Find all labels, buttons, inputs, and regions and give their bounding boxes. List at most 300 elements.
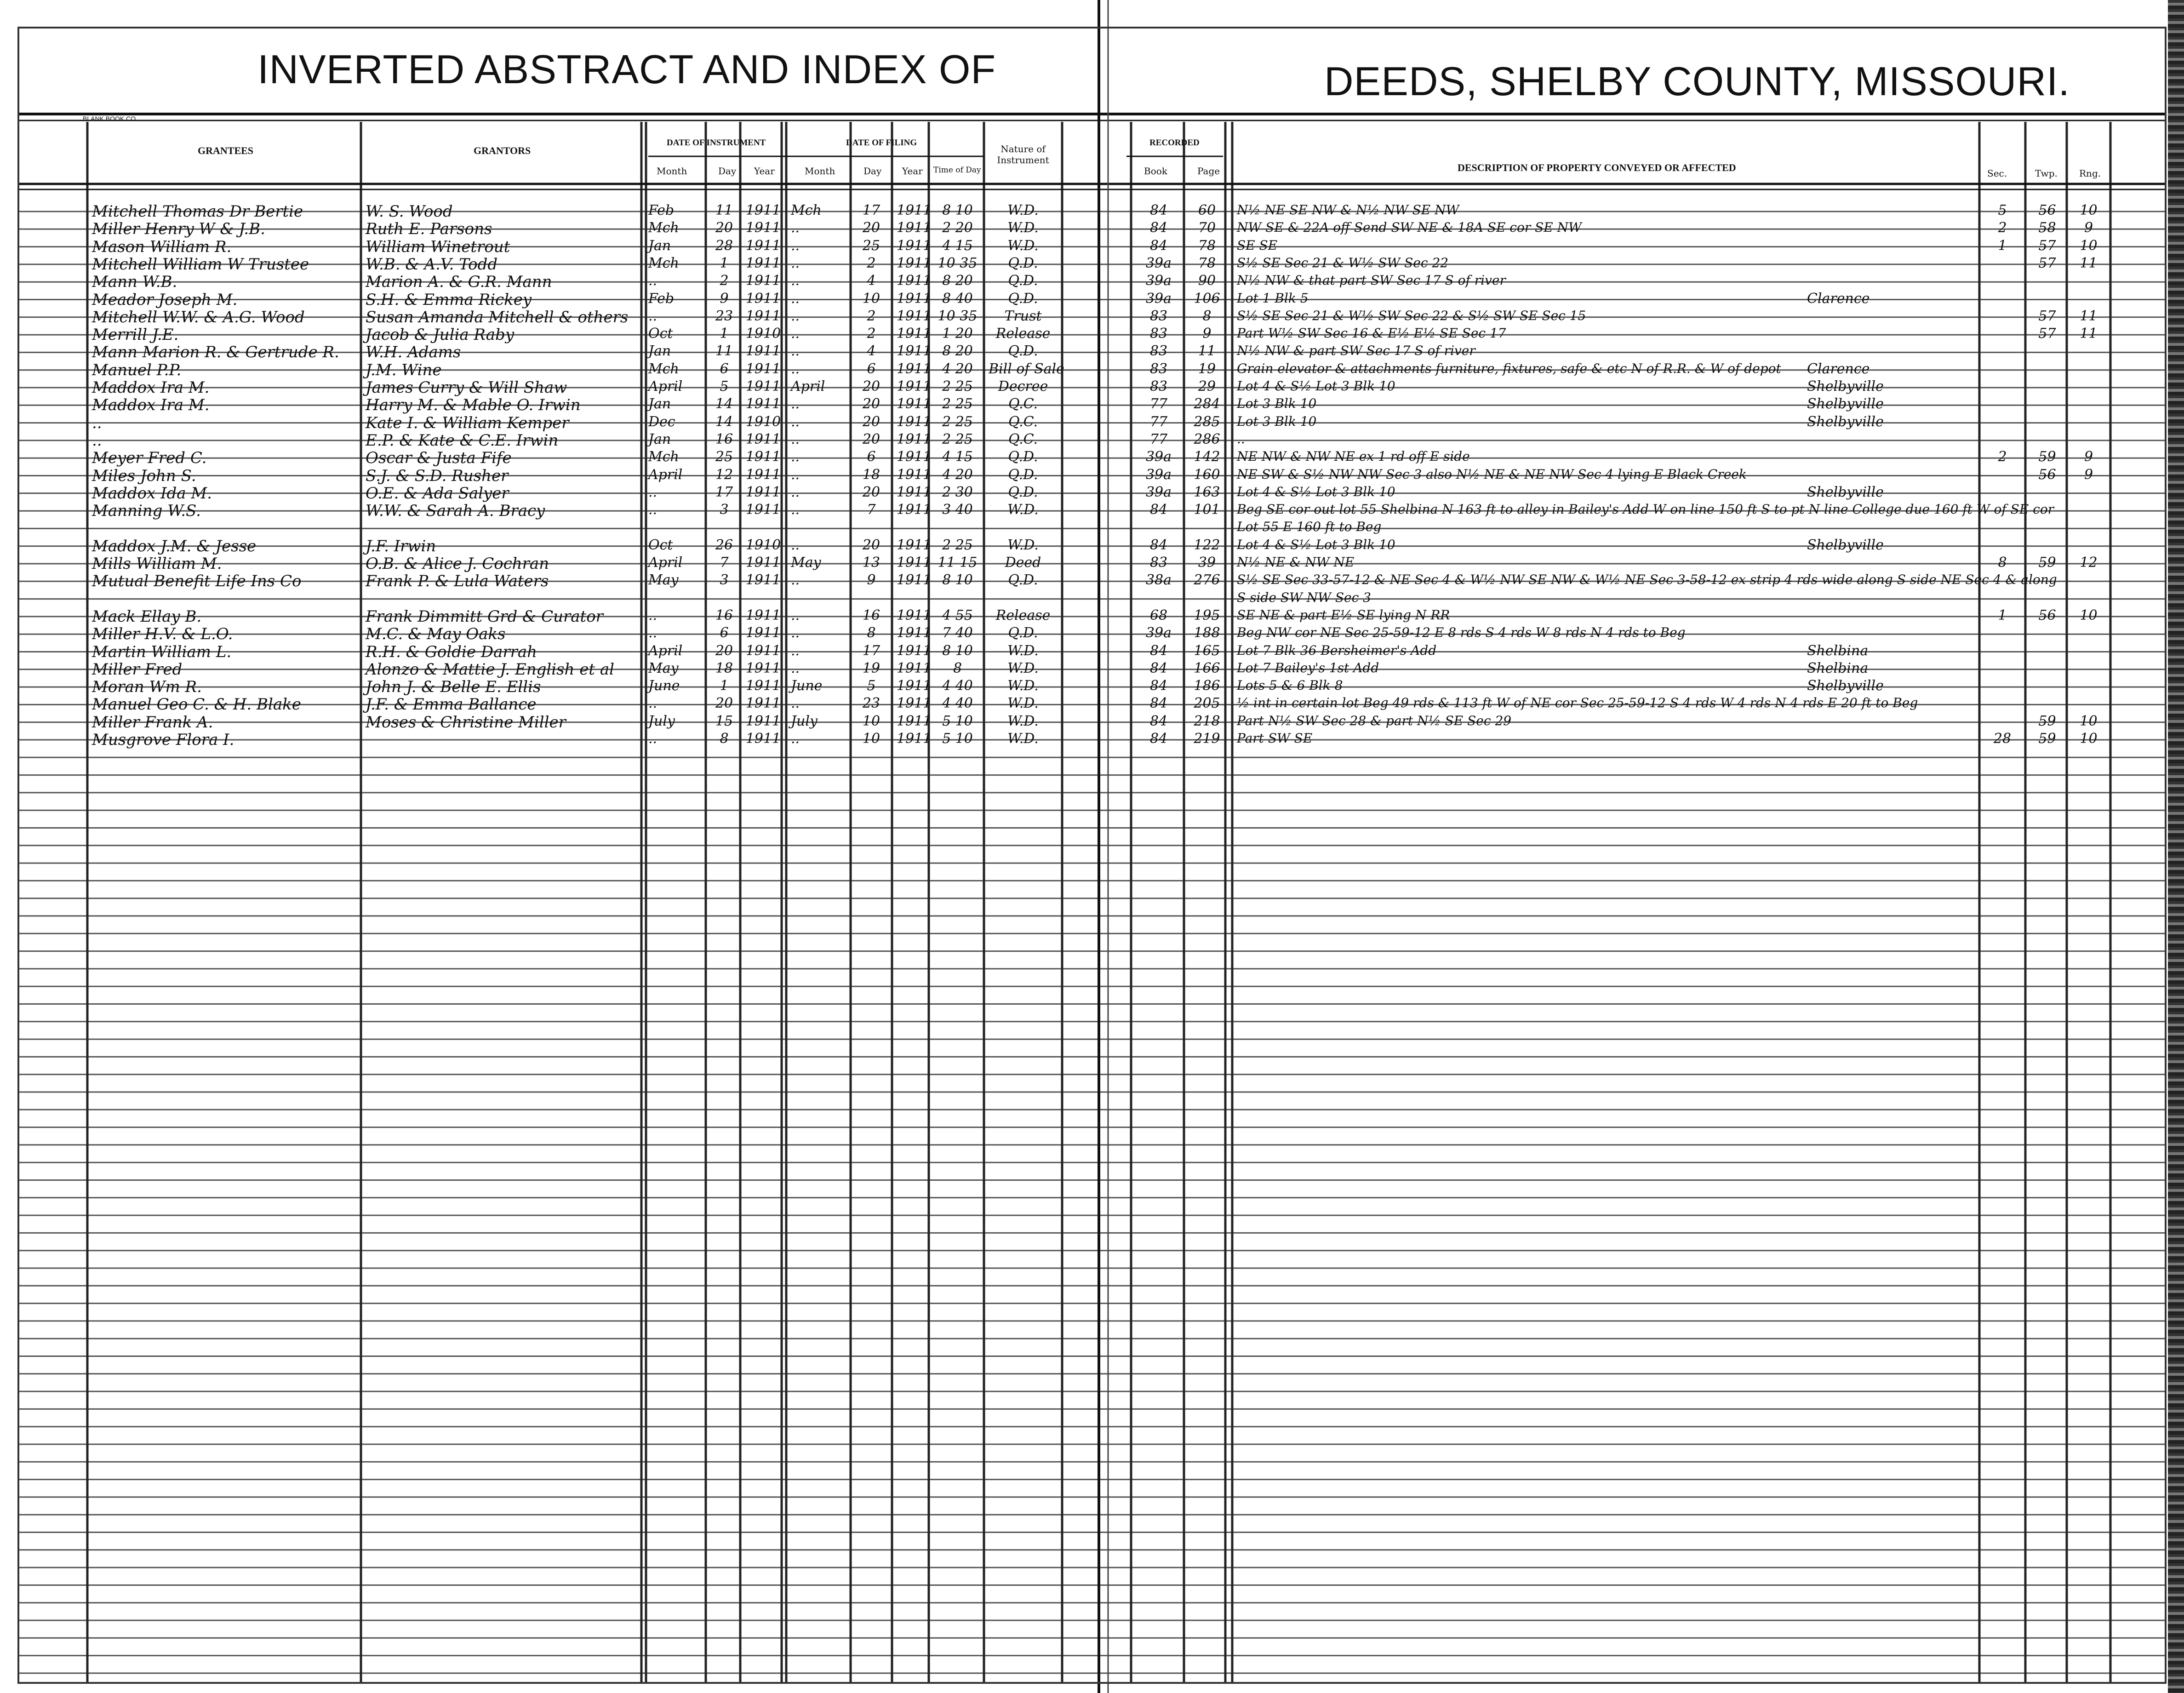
cell-fil-month: .. (791, 466, 800, 483)
cell-grantee: Maddox Ira M. (92, 378, 210, 397)
cell-twp: 59 (2038, 713, 2056, 729)
cell-inst-day: 20 (715, 642, 733, 659)
cell-inst-month: Jan (648, 396, 671, 412)
cell-description: Lot 4 & S½ Lot 3 Blk 10 (1237, 378, 1395, 394)
cell-sec: 1 (1998, 237, 2007, 254)
cell-nature: Release (995, 607, 1051, 623)
cell-fil-day: 20 (862, 484, 880, 500)
cell-grantor: Susan Amanda Mitchell & others (366, 308, 629, 326)
cell-fil-month: .. (791, 431, 800, 447)
cell-page: 188 (1194, 625, 1220, 641)
cell-grantee: Moran Wm R. (92, 678, 202, 697)
cell-description: N½ NE & NW NE (1237, 555, 1355, 570)
cell-book: 39a (1145, 625, 1172, 641)
cell-rng: 11 (2080, 326, 2098, 342)
cell-inst-day: 8 (720, 731, 729, 747)
cell-fil-year: 1911 (897, 625, 932, 641)
cell-inst-day: 3 (720, 572, 729, 589)
cell-book: 84 (1149, 695, 1168, 712)
header-sec: Sec. (1987, 168, 2007, 179)
table-row (0, 343, 2184, 361)
cell-rng: 10 (2080, 713, 2098, 729)
cell-inst-year: 1910 (745, 413, 781, 430)
cell-inst-month: Jan (648, 237, 671, 254)
cell-page: 285 (1194, 413, 1220, 430)
cell-place: Clarence (1807, 290, 1870, 307)
cell-inst-month: Jan (648, 431, 671, 447)
cell-page: 218 (1194, 713, 1220, 729)
cell-time: 2 25 (942, 413, 973, 430)
cell-fil-month: .. (791, 413, 800, 430)
cell-fil-month: .. (791, 290, 800, 307)
cell-time: 5 10 (942, 713, 973, 729)
cell-fil-year: 1911 (897, 466, 932, 483)
cell-page: 9 (1202, 326, 1212, 342)
cell-nature: Q.C. (1008, 431, 1038, 447)
cell-inst-day: 16 (715, 431, 733, 447)
cell-inst-day: 20 (715, 220, 733, 236)
cell-sec: 5 (1998, 202, 2007, 218)
cell-book: 84 (1149, 660, 1168, 676)
cell-description-cont: Lot 55 E 160 ft to Beg (1237, 519, 1382, 535)
cell-time: 11 15 (938, 555, 978, 571)
cell-inst-month: Mch (648, 255, 679, 271)
cell-time: 1 20 (942, 326, 973, 342)
cell-grantee: Miller H.V. & L.O. (92, 625, 233, 644)
cell-inst-year: 1911 (745, 396, 781, 412)
cell-fil-year: 1911 (897, 537, 932, 553)
header-inst-year: Year (754, 166, 775, 177)
cell-fil-year: 1911 (897, 326, 932, 342)
cell-fil-day: 10 (862, 713, 880, 729)
imprint: BLANK BOOK CO. (83, 115, 138, 122)
cell-inst-year: 1911 (745, 308, 781, 324)
cell-book: 84 (1149, 237, 1168, 254)
cell-rng: 9 (2084, 220, 2093, 236)
cell-fil-day: 23 (862, 695, 880, 712)
cell-twp: 59 (2038, 555, 2056, 571)
cell-page: 70 (1198, 220, 1216, 236)
cell-fil-day: 20 (862, 378, 880, 395)
cell-description: Beg SE cor out lot 55 Shelbina N 163 ft to alley in Bailey's Add W on line 150 ft S to pt N line College due 160 ft W of SE cor (1237, 502, 2054, 517)
cell-inst-month: Oct (648, 326, 673, 342)
cell-time: 10 35 (938, 255, 978, 271)
cell-fil-day: 20 (862, 431, 880, 447)
cell-fil-day: 20 (862, 413, 880, 430)
table-row (0, 326, 2184, 344)
cell-fil-month: .. (791, 308, 800, 324)
table-row (0, 431, 2184, 450)
cell-page: 122 (1194, 537, 1220, 553)
cell-grantor: W.B. & A.V. Todd (366, 255, 498, 274)
cell-page: 11 (1198, 343, 1216, 360)
cell-fil-day: 10 (862, 290, 880, 307)
table-row (0, 625, 2184, 643)
cell-time: 10 35 (938, 308, 978, 324)
table-row (0, 361, 2184, 379)
table-row (0, 484, 2184, 503)
cell-grantor: J.M. Wine (366, 360, 442, 379)
cell-fil-day: 13 (862, 555, 880, 571)
cell-place: Shelbyville (1807, 413, 1884, 430)
cell-grantor: Frank P. & Lula Waters (366, 572, 549, 591)
cell-grantee: Miller Henry W & J.B. (92, 220, 265, 239)
cell-inst-month: April (648, 555, 683, 571)
cell-time: 4 40 (942, 695, 973, 712)
cell-time: 4 15 (942, 449, 973, 465)
cell-book: 39a (1145, 449, 1172, 465)
cell-inst-year: 1911 (745, 484, 781, 500)
cell-inst-month: .. (648, 484, 657, 500)
cell-time: 3 40 (942, 502, 973, 518)
cell-grantee: Mann W.B. (92, 273, 177, 292)
cell-grantor: Ruth E. Parsons (366, 220, 492, 239)
cell-description: N½ NW & part SW Sec 17 S of river (1237, 343, 1475, 359)
cell-inst-day: 25 (715, 449, 733, 465)
cell-inst-day: 6 (720, 625, 729, 641)
cell-page: 163 (1194, 484, 1220, 500)
cell-nature: Bill of Sale (989, 360, 1064, 377)
cell-inst-month: .. (648, 625, 657, 641)
cell-twp: 56 (2038, 202, 2056, 218)
cell-book: 84 (1149, 678, 1168, 694)
cell-page: 78 (1198, 237, 1216, 254)
cell-time: 2 30 (942, 484, 973, 500)
cell-inst-day: 14 (715, 396, 733, 412)
cell-grantee: .. (92, 431, 102, 450)
table-row (0, 502, 2184, 520)
cell-inst-year: 1911 (745, 255, 781, 271)
table-row (0, 396, 2184, 414)
cell-fil-year: 1911 (897, 731, 932, 747)
cell-rng: 12 (2080, 555, 2098, 571)
cell-book: 84 (1149, 731, 1168, 747)
cell-twp: 56 (2038, 607, 2056, 623)
cell-page: 142 (1194, 449, 1220, 465)
cell-inst-month: .. (648, 607, 657, 623)
cell-twp: 58 (2038, 220, 2056, 236)
cell-grantee: Maddox J.M. & Jesse (92, 537, 257, 555)
table-row (0, 220, 2184, 238)
cell-page: 19 (1198, 360, 1216, 377)
cell-grantee: Mann Marion R. & Gertrude R. (92, 343, 339, 362)
cell-time: 4 55 (942, 607, 973, 623)
cell-grantee: Miller Frank A. (92, 713, 213, 732)
cell-grantor: Marion A. & G.R. Mann (366, 273, 552, 292)
cell-twp: 59 (2038, 449, 2056, 465)
cell-fil-day: 2 (867, 255, 876, 271)
cell-inst-year: 1911 (745, 731, 781, 747)
cell-sec: 28 (1993, 731, 2012, 747)
cell-description: NW SE & 22A off Send SW NE & 18A SE cor SE NW (1237, 220, 1582, 235)
cell-place: Shelbyville (1807, 484, 1884, 500)
cell-description: N½ NE SE NW & N½ NW SE NW (1237, 202, 1459, 217)
cell-fil-month: .. (791, 642, 800, 659)
cell-inst-day: 3 (720, 502, 729, 518)
cell-fil-year: 1911 (897, 555, 932, 571)
cell-grantee: Martin William L. (92, 642, 232, 661)
cell-description: SE NE & part E½ SE lying N RR (1237, 607, 1450, 623)
header-nature: Nature of Instrument (997, 143, 1049, 166)
cell-place: Shelbina (1807, 642, 1869, 659)
cell-grantor: Frank Dimmitt Grd & Curator (366, 607, 603, 626)
cell-inst-year: 1911 (745, 625, 781, 641)
cell-nature: Q.D. (1008, 290, 1038, 307)
cell-grantee: Manuel Geo C. & H. Blake (92, 695, 301, 714)
cell-book: 83 (1149, 555, 1168, 571)
cell-time: 4 20 (942, 360, 973, 377)
cell-book: 77 (1149, 396, 1168, 412)
cell-inst-month: .. (648, 695, 657, 712)
cell-grantor: James Curry & Will Shaw (366, 378, 567, 397)
cell-nature: W.D. (1007, 502, 1039, 518)
cell-time: 4 40 (942, 678, 973, 694)
cell-nature: W.D. (1007, 642, 1039, 659)
cell-description: S½ SE Sec 33-57-12 & NE Sec 4 & W½ NW SE NW & W½ NE Sec 3-58-12 ex strip 4 rds wide along S side NE Sec 4 & along (1237, 572, 2057, 588)
cell-inst-day: 2 (720, 273, 729, 289)
cell-inst-year: 1911 (745, 607, 781, 623)
cell-fil-year: 1911 (897, 396, 932, 412)
cell-inst-day: 1 (720, 326, 729, 342)
cell-rng: 9 (2084, 449, 2093, 465)
cell-time: 8 20 (942, 273, 973, 289)
cell-inst-month: .. (648, 731, 657, 747)
cell-fil-month: July (791, 713, 818, 729)
cell-grantee: Mitchell William W Trustee (92, 255, 309, 274)
cell-inst-year: 1911 (745, 555, 781, 571)
cell-fil-month: .. (791, 731, 800, 747)
header-grantors: GRANTORS (474, 145, 531, 156)
table-row (0, 202, 2184, 221)
cell-sec: 2 (1998, 220, 2007, 236)
cell-page: 166 (1194, 660, 1220, 676)
cell-book: 84 (1149, 220, 1168, 236)
cell-fil-day: 6 (867, 449, 876, 465)
header-fil-month: Month (805, 166, 835, 177)
table-row (0, 449, 2184, 467)
cell-fil-day: 20 (862, 537, 880, 553)
table-row (0, 537, 2184, 555)
cell-fil-day: 19 (862, 660, 880, 676)
cell-grantee: Mason William R. (92, 237, 232, 256)
cell-grantor: J.F. & Emma Ballance (366, 695, 537, 714)
cell-book: 38a (1145, 572, 1172, 589)
table-row (0, 660, 2184, 679)
cell-inst-month: Mch (648, 360, 679, 377)
cell-grantee: Merrill J.E. (92, 326, 179, 344)
cell-description: Lot 4 & S½ Lot 3 Blk 10 (1237, 537, 1395, 552)
header-inst-day: Day (718, 166, 737, 177)
cell-inst-year: 1910 (745, 326, 781, 342)
cell-grantor: Jacob & Julia Raby (366, 326, 515, 344)
cell-inst-month: May (648, 572, 679, 589)
cell-book: 83 (1149, 360, 1168, 377)
header-twp: Twp. (2035, 168, 2058, 179)
cell-fil-month: May (791, 555, 821, 571)
table-row-continuation (0, 590, 2184, 608)
cell-inst-day: 11 (715, 202, 733, 218)
cell-inst-month: .. (648, 502, 657, 518)
cell-inst-year: 1911 (745, 642, 781, 659)
header-page: Page (1197, 166, 1220, 177)
cell-fil-day: 17 (862, 202, 880, 218)
cell-inst-month: May (648, 660, 679, 676)
cell-nature: Q.D. (1008, 255, 1038, 271)
cell-nature: Trust (1004, 308, 1042, 324)
table-row (0, 255, 2184, 274)
cell-description: N½ NW & that part SW Sec 17 S of river (1237, 273, 1506, 288)
cell-fil-day: 25 (862, 237, 880, 254)
cell-description: S½ SE Sec 21 & W½ SW Sec 22 (1237, 255, 1449, 270)
cell-book: 39a (1145, 466, 1172, 483)
cell-fil-month: .. (791, 449, 800, 465)
cell-description: Lot 7 Blk 36 Bersheimer's Add (1237, 642, 1437, 658)
cell-inst-day: 11 (715, 343, 733, 360)
cell-fil-month: .. (791, 625, 800, 641)
table-row (0, 572, 2184, 590)
cell-grantor: O.B. & Alice J. Cochran (366, 555, 549, 573)
cell-fil-day: 17 (862, 642, 880, 659)
cell-nature: Q.D. (1008, 466, 1038, 483)
header-fil-year: Year (902, 166, 923, 177)
cell-fil-year: 1911 (897, 290, 932, 307)
cell-nature: W.D. (1007, 660, 1039, 676)
cell-fil-day: 18 (862, 466, 880, 483)
cell-inst-day: 28 (715, 237, 733, 254)
cell-page: 284 (1194, 396, 1220, 412)
cell-grantor: William Winetrout (366, 237, 510, 256)
cell-twp: 57 (2038, 326, 2056, 342)
cell-time: 4 15 (942, 237, 973, 254)
header-book: Book (1144, 166, 1167, 177)
cell-grantee: Miles John S. (92, 466, 196, 485)
cell-twp: 57 (2038, 237, 2056, 254)
cell-page: 90 (1198, 273, 1216, 289)
cell-fil-month: .. (791, 572, 800, 589)
cell-nature: W.D. (1007, 220, 1039, 236)
cell-time: 2 25 (942, 396, 973, 412)
cell-inst-year: 1911 (745, 466, 781, 483)
cell-description: Lot 7 Bailey's 1st Add (1237, 660, 1379, 675)
table-row (0, 308, 2184, 326)
cell-time: 8 20 (942, 343, 973, 360)
cell-time: 8 (953, 660, 962, 676)
cell-book: 84 (1149, 202, 1168, 218)
cell-rng: 9 (2084, 466, 2093, 483)
cell-fil-month: .. (791, 273, 800, 289)
cell-time: 8 10 (942, 572, 973, 589)
cell-fil-day: 20 (862, 396, 880, 412)
cell-rng: 11 (2080, 255, 2098, 271)
cell-page: 205 (1194, 695, 1220, 712)
cell-book: 83 (1149, 378, 1168, 395)
cell-grantee: Maddox Ira M. (92, 396, 210, 415)
cell-fil-month: .. (791, 237, 800, 254)
cell-book: 39a (1145, 290, 1172, 307)
cell-inst-day: 16 (715, 607, 733, 623)
cell-inst-year: 1911 (745, 678, 781, 694)
cell-grantee: Maddox Ida M. (92, 484, 212, 503)
cell-fil-year: 1911 (897, 572, 932, 589)
cell-inst-year: 1911 (745, 273, 781, 289)
cell-description-cont: S side SW NW Sec 3 (1237, 589, 1371, 605)
cell-fil-day: 8 (867, 625, 876, 641)
cell-inst-day: 9 (720, 290, 729, 307)
cell-book: 77 (1149, 413, 1168, 430)
cell-grantor: Oscar & Justa Fife (366, 449, 512, 468)
cell-twp: 57 (2038, 308, 2056, 324)
cell-nature: W.D. (1007, 731, 1039, 747)
cell-time: 5 10 (942, 731, 973, 747)
cell-sec: 8 (1998, 555, 2007, 571)
table-row (0, 273, 2184, 291)
cell-fil-day: 2 (867, 308, 876, 324)
header-time-of-day: Time of Day (933, 166, 981, 175)
cell-description: Lot 4 & S½ Lot 3 Blk 10 (1237, 484, 1395, 499)
cell-time: 8 10 (942, 642, 973, 659)
cell-fil-day: 16 (862, 607, 880, 623)
cell-nature: W.D. (1007, 713, 1039, 729)
cell-inst-year: 1911 (745, 378, 781, 395)
cell-nature: W.D. (1007, 695, 1039, 712)
cell-description: Lot 3 Blk 10 (1237, 413, 1317, 429)
cell-description: Part W½ SW Sec 16 & E½ E½ SE Sec 17 (1237, 326, 1506, 341)
cell-rng: 10 (2080, 731, 2098, 747)
cell-fil-year: 1911 (897, 273, 932, 289)
table-row (0, 695, 2184, 714)
cell-time: 7 40 (942, 625, 973, 641)
cell-fil-year: 1911 (897, 660, 932, 676)
cell-inst-month: Mch (648, 449, 679, 465)
cell-fil-year: 1911 (897, 484, 932, 500)
cell-place: Shelbyville (1807, 378, 1884, 395)
cell-grantor: R.H. & Goldie Darrah (366, 642, 537, 661)
cell-description: SE SE (1237, 237, 1278, 253)
cell-fil-year: 1911 (897, 449, 932, 465)
cell-fil-year: 1911 (897, 413, 932, 430)
cell-page: 8 (1202, 308, 1212, 324)
cell-fil-month: .. (791, 695, 800, 712)
cell-page: 276 (1194, 572, 1220, 589)
cell-nature: Decree (998, 378, 1048, 395)
cell-twp: 56 (2038, 466, 2056, 483)
cell-grantee: Mack Ellay B. (92, 607, 202, 626)
cell-place: Shelbina (1807, 660, 1869, 676)
header-description: DESCRIPTION OF PROPERTY CONVEYED OR AFFECTED (1458, 162, 1736, 173)
cell-grantee: Manuel P.P. (92, 360, 182, 379)
cell-fil-day: 7 (867, 502, 876, 518)
cell-grantor: M.C. & May Oaks (366, 625, 506, 644)
cell-book: 68 (1149, 607, 1168, 623)
cell-inst-day: 15 (715, 713, 733, 729)
cell-fil-year: 1911 (897, 308, 932, 324)
cell-time: 2 20 (942, 220, 973, 236)
cell-inst-day: 14 (715, 413, 733, 430)
table-row (0, 678, 2184, 696)
cell-fil-year: 1911 (897, 378, 932, 395)
cell-nature: Q.D. (1008, 625, 1038, 641)
cell-inst-month: .. (648, 273, 657, 289)
cell-grantee: Mills William M. (92, 555, 222, 573)
cell-rng: 10 (2080, 202, 2098, 218)
cell-inst-year: 1911 (745, 572, 781, 589)
cell-nature: Q.D. (1008, 273, 1038, 289)
cell-fil-day: 4 (867, 343, 876, 360)
cell-grantee: Manning W.S. (92, 502, 201, 520)
cell-nature: Q.D. (1008, 484, 1038, 500)
cell-fil-month: .. (791, 326, 800, 342)
cell-place: Shelbyville (1807, 537, 1884, 553)
